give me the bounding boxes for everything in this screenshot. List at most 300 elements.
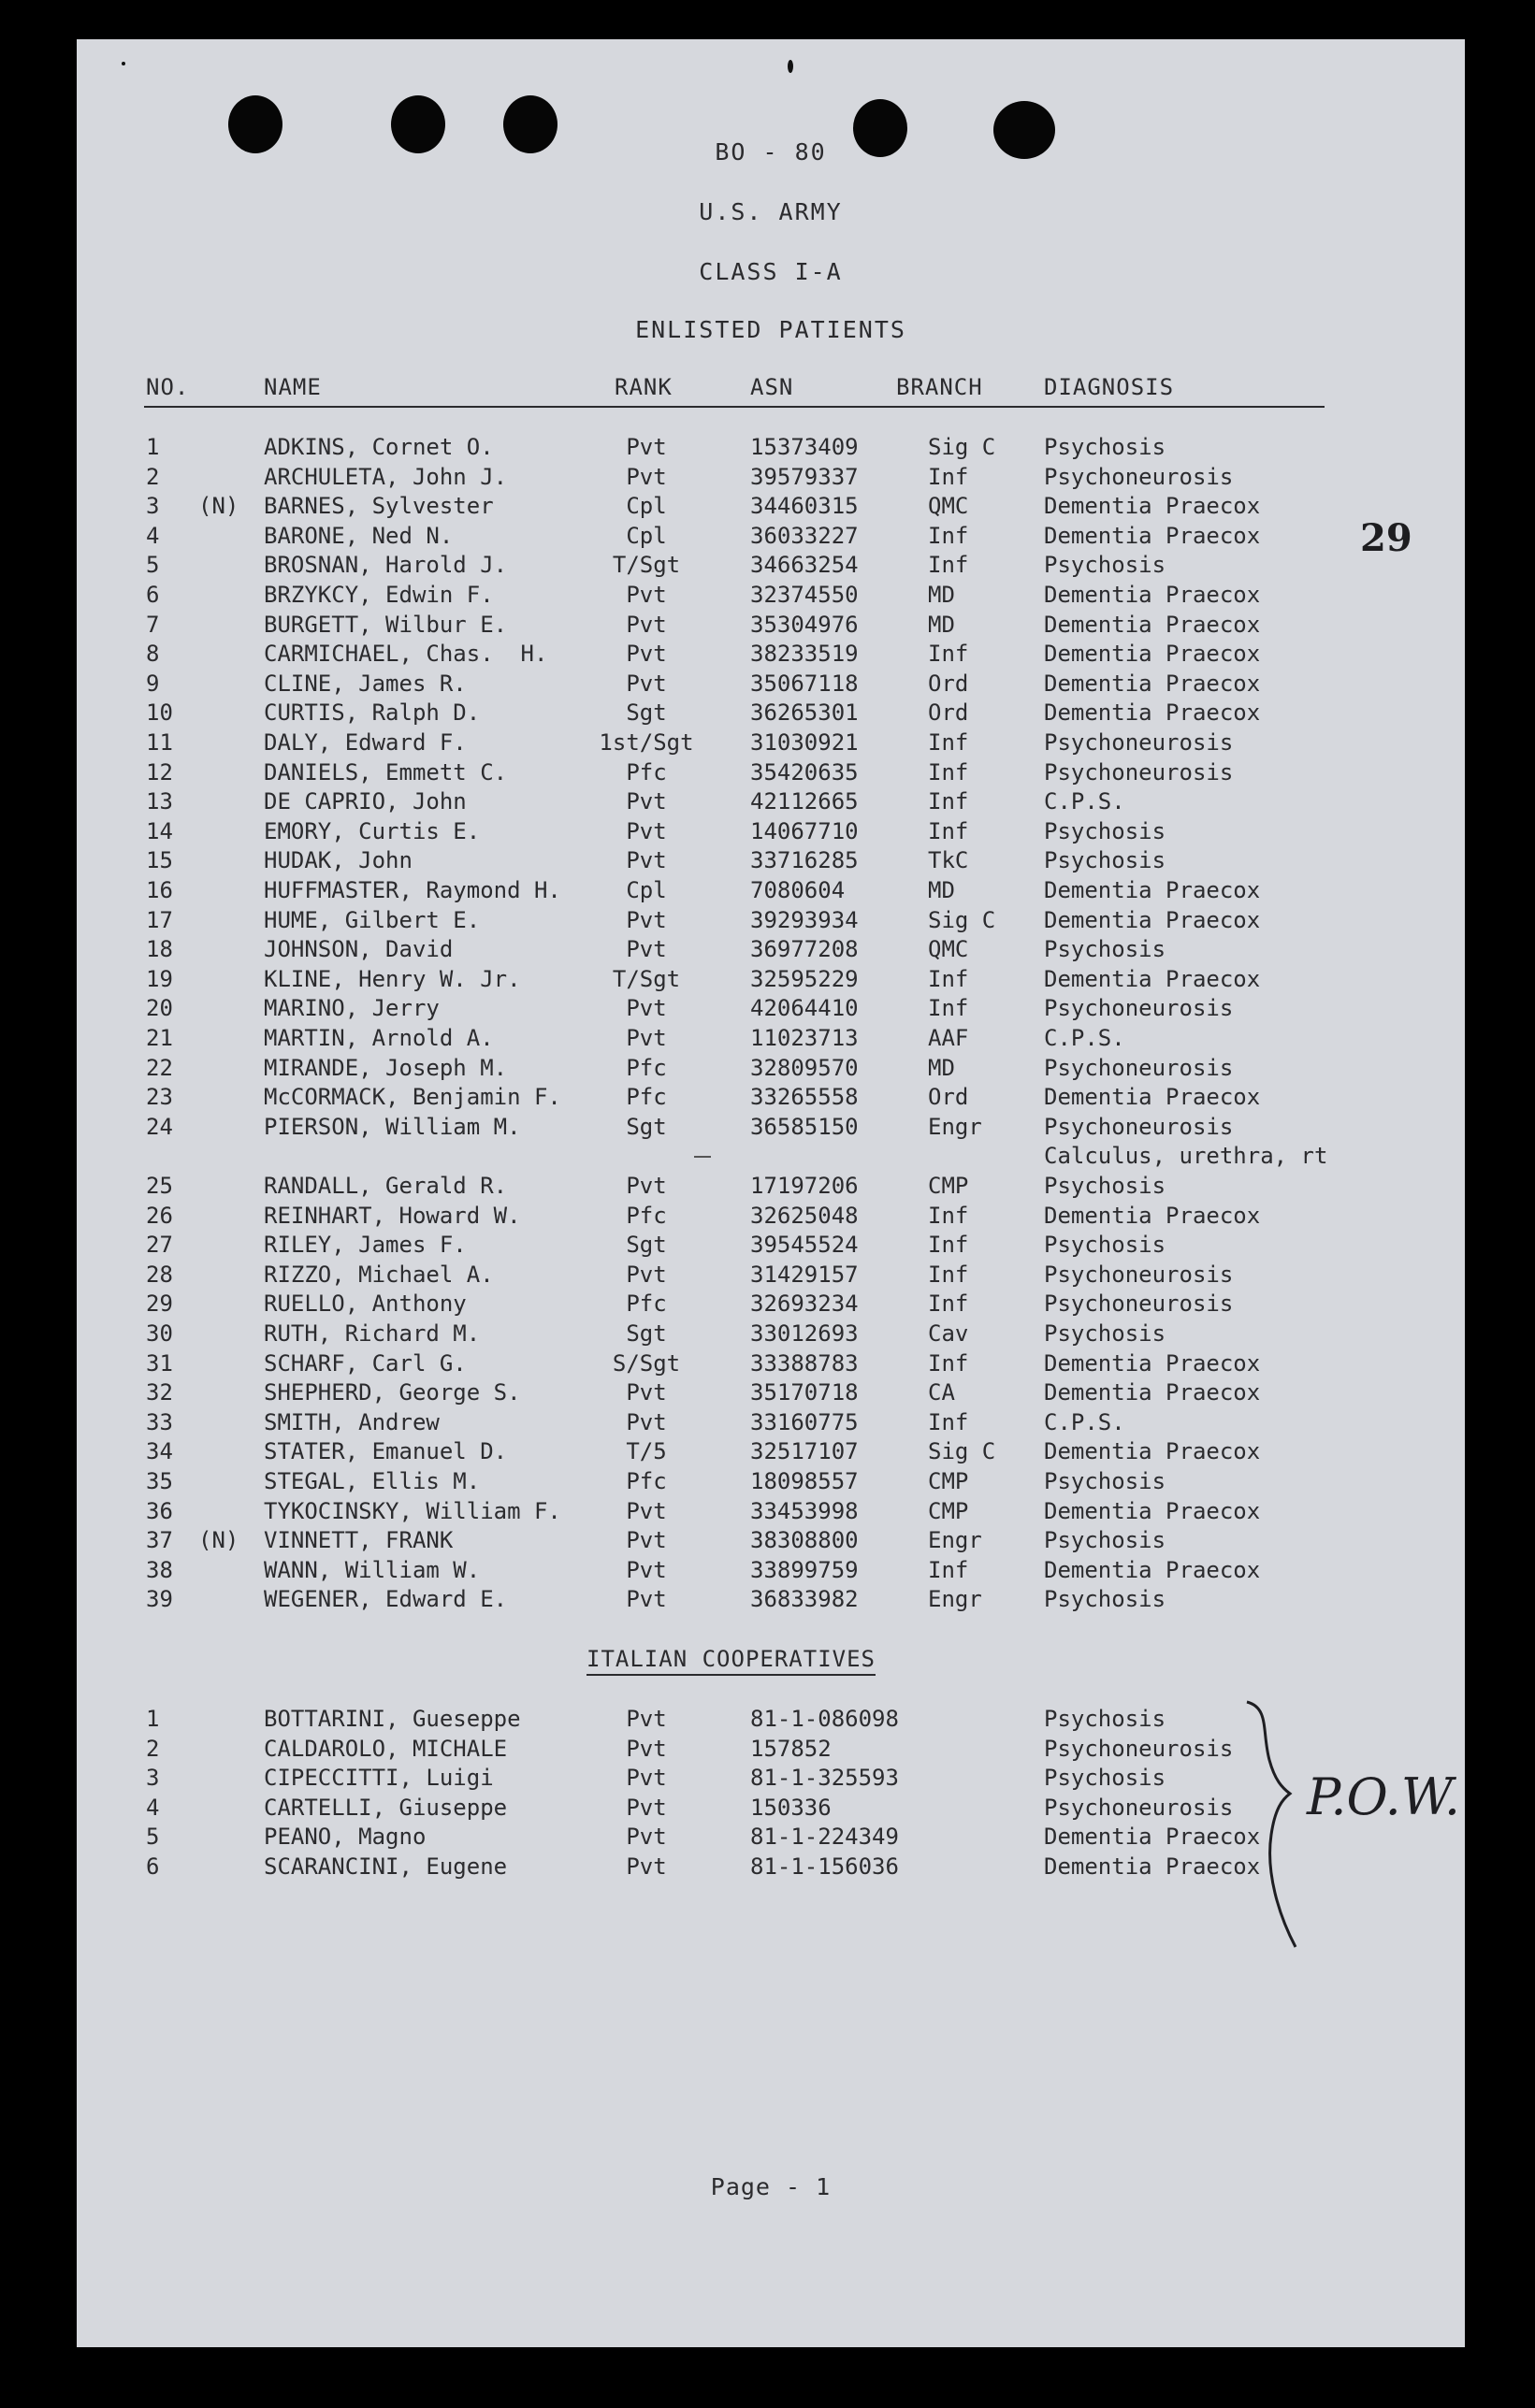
table-row (77, 1289, 1465, 1319)
patient-rank: Pfc (626, 1202, 667, 1229)
patient-diagnosis: Dementia Praecox (1044, 1556, 1261, 1583)
patient-diagnosis: Dementia Praecox (1044, 582, 1261, 608)
patient-branch: Engr (928, 1586, 982, 1613)
patient-name: JOHNSON, David (264, 936, 454, 963)
row-number: 4 (146, 522, 160, 549)
patient-asn: 42112665 (750, 788, 859, 815)
row-number: 29 (146, 1291, 173, 1318)
patient-rank: S/Sgt (612, 1349, 681, 1377)
table-row (77, 1348, 1465, 1378)
patient-branch: TkC (928, 847, 969, 874)
patient-diagnosis: Dementia Praecox (1044, 1349, 1261, 1377)
patient-branch: MD (928, 582, 955, 608)
patient-name: MARTIN, Arnold A. (264, 1025, 494, 1051)
patient-asn: 35067118 (750, 670, 859, 697)
patient-name: RANDALL, Gerald R. (264, 1173, 508, 1199)
patient-name: BARNES, Sylvester (264, 493, 494, 520)
patient-branch: CMP (928, 1173, 969, 1199)
patient-name: STEGAL, Ellis M. (264, 1468, 481, 1494)
row-number: 33 (146, 1408, 173, 1435)
cooperative-rank: Pvt (626, 1824, 667, 1851)
patient-rank: T/5 (626, 1438, 667, 1465)
patient-name: HUDAK, John (264, 847, 413, 874)
table-row (77, 845, 1465, 875)
patient-name: WEGENER, Edward E. (264, 1586, 508, 1613)
cooperative-name: CIPECCITTI, Luigi (264, 1765, 494, 1792)
patient-rank: 1st/Sgt (599, 729, 694, 756)
patient-rank: Pvt (626, 582, 667, 608)
row-number: 2 (146, 1735, 160, 1762)
patient-diagnosis: Psychoneurosis (1044, 995, 1234, 1022)
row-number: 10 (146, 699, 173, 727)
row-number: 32 (146, 1379, 173, 1406)
patient-branch: Ord (928, 699, 969, 727)
patient-asn: 33388783 (750, 1349, 859, 1377)
patient-branch: MD (928, 611, 955, 638)
cooperative-rank: Pvt (626, 1853, 667, 1880)
patient-name: MARINO, Jerry (264, 995, 440, 1022)
patient-rank: Pfc (626, 1291, 667, 1318)
patient-branch: Inf (928, 1232, 969, 1259)
row-number: 37 (146, 1527, 173, 1554)
patient-name: KLINE, Henry W. Jr. (264, 965, 521, 992)
patient-asn: 38233519 (750, 641, 859, 668)
patient-name: EMORY, Curtis E. (264, 817, 481, 844)
patient-name: REINHART, Howard W. (264, 1202, 521, 1229)
row-number: 1 (146, 1706, 160, 1732)
table-row (77, 1112, 1465, 1142)
class-title: CLASS I-A (699, 258, 843, 285)
patient-name: SMITH, Andrew (264, 1408, 440, 1435)
row-number: 7 (146, 611, 160, 638)
italian-section-title: ITALIAN COOPERATIVES (586, 1646, 876, 1676)
patient-diagnosis: Psychoneurosis (1044, 463, 1234, 490)
patient-diagnosis: Psychosis (1044, 1468, 1166, 1494)
table-row (77, 432, 1465, 462)
patient-diagnosis: Psychoneurosis (1044, 729, 1234, 756)
cooperative-name: PEANO, Magno (264, 1824, 427, 1851)
document-page (77, 39, 1465, 2347)
table-row (77, 639, 1465, 669)
table-row (77, 698, 1465, 728)
patient-rank: Pvt (626, 788, 667, 815)
patient-branch: MD (928, 1054, 955, 1081)
patient-diagnosis: Psychoneurosis (1044, 758, 1234, 786)
patient-asn: 17197206 (750, 1173, 859, 1199)
patient-name: RILEY, James F. (264, 1232, 467, 1259)
table-row (77, 462, 1465, 492)
patient-diagnosis: Psychosis (1044, 1527, 1166, 1554)
patient-diagnosis: Dementia Praecox (1044, 670, 1261, 697)
patient-rank: Pvt (626, 463, 667, 490)
patient-diagnosis: Psychoneurosis (1044, 1291, 1234, 1318)
patient-branch: AAF (928, 1025, 969, 1051)
patient-name: BROSNAN, Harold J. (264, 552, 508, 579)
patient-name: RUTH, Richard M. (264, 1320, 481, 1347)
patient-branch: QMC (928, 493, 969, 520)
patient-branch: Inf (928, 1291, 969, 1318)
patient-diagnosis: Psychoneurosis (1044, 1054, 1234, 1081)
patient-branch: Inf (928, 522, 969, 549)
table-row (77, 1584, 1465, 1614)
patient-branch: Ord (928, 1084, 969, 1111)
patient-asn: 31429157 (750, 1261, 859, 1288)
row-number: 24 (146, 1113, 173, 1140)
patient-diagnosis: Dementia Praecox (1044, 877, 1261, 903)
patient-asn: 33265558 (750, 1084, 859, 1111)
patient-name: ADKINS, Cornet O. (264, 434, 494, 460)
page-footer: Page - 1 (710, 2173, 832, 2200)
patient-rank: Pfc (626, 1084, 667, 1111)
patient-diagnosis: Dementia Praecox (1044, 641, 1261, 668)
patient-branch: Sig C (928, 1438, 996, 1465)
table-row (77, 1171, 1465, 1201)
patient-branch: Inf (928, 1556, 969, 1583)
patient-diagnosis: Psychosis (1044, 1232, 1166, 1259)
patient-branch: Inf (928, 788, 969, 815)
row-number: 39 (146, 1586, 173, 1613)
row-number: 5 (146, 1824, 160, 1851)
patient-branch: Inf (928, 552, 969, 579)
row-number: 2 (146, 463, 160, 490)
patient-diagnosis: Dementia Praecox (1044, 1202, 1261, 1229)
row-number: 20 (146, 995, 173, 1022)
patient-branch: Ord (928, 670, 969, 697)
patient-rank: Pvt (626, 936, 667, 963)
patient-diagnosis: Psychosis (1044, 434, 1166, 460)
patient-diagnosis: Dementia Praecox (1044, 522, 1261, 549)
patient-diagnosis: Psychosis (1044, 1320, 1166, 1347)
table-row (77, 521, 1465, 551)
patient-asn: 36265301 (750, 699, 859, 727)
row-number: 1 (146, 434, 160, 460)
handwritten-pow-note: P.O.W. (1307, 1767, 1461, 1826)
patient-asn: 34663254 (750, 552, 859, 579)
row-number: 11 (146, 729, 173, 756)
table-row (77, 934, 1465, 964)
patient-asn: 35304976 (750, 611, 859, 638)
patient-rank: Pvt (626, 1261, 667, 1288)
table-row (77, 1230, 1465, 1260)
cooperative-diagnosis: Psychoneurosis (1044, 1794, 1234, 1821)
table-row (77, 875, 1465, 905)
table-row (77, 1466, 1465, 1496)
patient-diagnosis: Dementia Praecox (1044, 611, 1261, 638)
patient-rank: Pvt (626, 1173, 667, 1199)
patient-rank: Pvt (626, 670, 667, 697)
cooperative-diagnosis: Psychosis (1044, 1765, 1166, 1792)
row-number: 31 (146, 1349, 173, 1377)
patient-branch: MD (928, 877, 955, 903)
cooperative-rank: Pvt (626, 1765, 667, 1792)
row-number: 14 (146, 817, 173, 844)
patient-diagnosis: Dementia Praecox (1044, 1438, 1261, 1465)
patient-name: MIRANDE, Joseph M. (264, 1054, 508, 1081)
patient-asn: 14067710 (750, 817, 859, 844)
cooperative-diagnosis: Psychoneurosis (1044, 1735, 1234, 1762)
patient-name: BURGETT, Wilbur E. (264, 611, 508, 638)
patient-name: McCORMACK, Benjamin F. (264, 1084, 561, 1111)
patient-asn: 36033227 (750, 522, 859, 549)
patient-name: RUELLO, Anthony (264, 1291, 467, 1318)
patient-branch: Engr (928, 1113, 982, 1140)
row-number: 30 (146, 1320, 173, 1347)
table-row (77, 964, 1465, 994)
column-header-diagnosis: DIAGNOSIS (1044, 374, 1175, 400)
row-number: 25 (146, 1173, 173, 1199)
patient-rank: Pvt (626, 817, 667, 844)
ink-speck (122, 62, 125, 65)
patient-rank: Pvt (626, 1586, 667, 1613)
patient-asn: 42064410 (750, 995, 859, 1022)
patient-name: CARMICHAEL, Chas. H. (264, 641, 548, 668)
patient-asn: 36833982 (750, 1586, 859, 1613)
patient-rank: Sgt (626, 1320, 667, 1347)
patient-asn: 33716285 (750, 847, 859, 874)
patient-rank: Sgt (626, 1113, 667, 1140)
patient-name: BARONE, Ned N. (264, 522, 454, 549)
patient-asn: 11023713 (750, 1025, 859, 1051)
patient-rank: Cpl (626, 522, 667, 549)
table-row (77, 1082, 1465, 1112)
row-number: 28 (146, 1261, 173, 1288)
table-row (77, 669, 1465, 699)
table-row (77, 550, 1465, 580)
patient-rank: Pfc (626, 758, 667, 786)
table-row (77, 491, 1465, 521)
cooperative-asn: 150336 (750, 1794, 832, 1821)
patient-asn: 31030921 (750, 729, 859, 756)
row-number: 27 (146, 1232, 173, 1259)
row-number: 19 (146, 965, 173, 992)
patient-asn: 32595229 (750, 965, 859, 992)
patient-name: HUME, Gilbert E. (264, 906, 481, 933)
patient-branch: CMP (928, 1497, 969, 1524)
table-row (77, 1053, 1465, 1083)
row-number: 13 (146, 788, 173, 815)
row-number: 17 (146, 906, 173, 933)
patient-asn: 32625048 (750, 1202, 859, 1229)
table-row (77, 757, 1465, 787)
cooperative-name: SCARANCINI, Eugene (264, 1853, 508, 1880)
patient-asn: 32693234 (750, 1291, 859, 1318)
patient-diagnosis: C.P.S. (1044, 788, 1125, 815)
patient-name: VINNETT, FRANK (264, 1527, 454, 1554)
patient-branch: Inf (928, 995, 969, 1022)
patient-asn: 36585150 (750, 1113, 859, 1140)
column-header-asn: ASN (750, 374, 794, 400)
patient-name: RIZZO, Michael A. (264, 1261, 494, 1288)
row-number: 34 (146, 1438, 173, 1465)
table-row (77, 905, 1465, 935)
row-number: 12 (146, 758, 173, 786)
patient-branch: CMP (928, 1468, 969, 1494)
patient-branch: Inf (928, 965, 969, 992)
patient-branch: Sig C (928, 906, 996, 933)
patient-rank: Pvt (626, 906, 667, 933)
cooperative-asn: 157852 (750, 1735, 832, 1762)
patient-name: SHEPHERD, George S. (264, 1379, 521, 1406)
row-number: 23 (146, 1084, 173, 1111)
patient-rank: Pvt (626, 1556, 667, 1583)
cooperative-asn: 81-1-156036 (750, 1853, 899, 1880)
patient-branch: Inf (928, 1349, 969, 1377)
patient-rank: Pvt (626, 434, 667, 460)
table-row (77, 1496, 1465, 1526)
row-number: 36 (146, 1497, 173, 1524)
patient-asn: 39579337 (750, 463, 859, 490)
patient-diagnosis: Dementia Praecox (1044, 493, 1261, 520)
patient-diagnosis: Dementia Praecox (1044, 906, 1261, 933)
patient-asn: 35420635 (750, 758, 859, 786)
patient-asn: 15373409 (750, 434, 859, 460)
table-row (77, 728, 1465, 757)
patient-rank: Pvt (626, 611, 667, 638)
cooperative-diagnosis: Dementia Praecox (1044, 1824, 1261, 1851)
patient-diagnosis: Psychosis (1044, 817, 1166, 844)
patient-diagnosis: Psychosis (1044, 552, 1166, 579)
patient-name: STATER, Emanuel D. (264, 1438, 508, 1465)
row-number: 4 (146, 1794, 160, 1821)
patient-asn: 36977208 (750, 936, 859, 963)
patient-name: SCHARF, Carl G. (264, 1349, 467, 1377)
patient-rank: Pvt (626, 641, 667, 668)
patient-name: DALY, Edward F. (264, 729, 467, 756)
patient-asn: 7080604 (750, 877, 846, 903)
header-rule (144, 406, 1325, 408)
patient-asn: 33899759 (750, 1556, 859, 1583)
cooperative-asn: 81-1-086098 (750, 1706, 899, 1732)
patient-branch: Inf (928, 817, 969, 844)
patient-diagnosis: Dementia Praecox (1044, 699, 1261, 727)
cooperative-diagnosis: Psychosis (1044, 1706, 1166, 1732)
patient-rank: Cpl (626, 493, 667, 520)
patient-asn: 39545524 (750, 1232, 859, 1259)
table-row (77, 1407, 1465, 1437)
organization-title: U.S. ARMY (699, 198, 843, 225)
ink-speck (788, 60, 793, 73)
patient-branch: Inf (928, 1261, 969, 1288)
cooperative-asn: 81-1-224349 (750, 1824, 899, 1851)
patient-diagnosis: Psychosis (1044, 1173, 1166, 1199)
table-row (77, 580, 1465, 610)
patient-branch: Inf (928, 1202, 969, 1229)
patient-branch: Inf (928, 758, 969, 786)
patient-rank: Pvt (626, 1025, 667, 1051)
group-title: ENLISTED PATIENTS (635, 316, 906, 343)
patient-rank: Sgt (626, 699, 667, 727)
patient-name: CURTIS, Ralph D. (264, 699, 481, 727)
row-marker: (N) (198, 493, 239, 520)
column-header-rank: RANK (615, 374, 673, 400)
row-number: 8 (146, 641, 160, 668)
handwritten-brace-pow (1241, 1694, 1461, 1956)
patient-branch: CA (928, 1379, 955, 1406)
column-header-branch: BRANCH (896, 374, 983, 400)
patient-diagnosis: Psychosis (1044, 1586, 1166, 1613)
patient-asn: 35170718 (750, 1379, 859, 1406)
patient-diagnosis: Psychoneurosis (1044, 1261, 1234, 1288)
patient-rank: Pvt (626, 1527, 667, 1554)
patient-rank: Sgt (626, 1232, 667, 1259)
table-row (77, 1555, 1465, 1585)
patient-asn: 33012693 (750, 1320, 859, 1347)
patient-rank: T/Sgt (612, 552, 681, 579)
patient-diagnosis: Calculus, urethra, rt (1044, 1143, 1328, 1170)
patient-diagnosis: C.P.S. (1044, 1408, 1125, 1435)
dash-mark (694, 1156, 711, 1158)
patient-diagnosis: Dementia Praecox (1044, 1379, 1261, 1406)
table-row (77, 993, 1465, 1023)
patient-branch: Inf (928, 1408, 969, 1435)
table-row (77, 1525, 1465, 1555)
patient-branch: QMC (928, 936, 969, 963)
row-number: 38 (146, 1556, 173, 1583)
patient-name: BRZYKCY, Edwin F. (264, 582, 494, 608)
patient-rank: Pvt (626, 847, 667, 874)
patient-diagnosis: Psychoneurosis (1044, 1113, 1234, 1140)
row-marker: (N) (198, 1527, 239, 1554)
table-row (77, 1436, 1465, 1466)
row-number: 18 (146, 936, 173, 963)
table-row (77, 1023, 1465, 1053)
cooperative-rank: Pvt (626, 1794, 667, 1821)
patient-asn: 32809570 (750, 1054, 859, 1081)
patient-diagnosis: Dementia Praecox (1044, 965, 1261, 992)
cooperative-rank: Pvt (626, 1706, 667, 1732)
row-number: 16 (146, 877, 173, 903)
patient-rank: Pvt (626, 995, 667, 1022)
patient-asn: 33160775 (750, 1408, 859, 1435)
patient-asn: 33453998 (750, 1497, 859, 1524)
patient-name: WANN, William W. (264, 1556, 481, 1583)
column-header-no: NO. (146, 374, 190, 400)
patient-name: CLINE, James R. (264, 670, 467, 697)
patient-branch: Inf (928, 641, 969, 668)
cooperative-asn: 81-1-325593 (750, 1765, 899, 1792)
table-row (77, 1260, 1465, 1290)
row-number: 5 (146, 552, 160, 579)
table-row (77, 1377, 1465, 1407)
row-number: 15 (146, 847, 173, 874)
row-number: 3 (146, 493, 160, 520)
patient-rank: Pvt (626, 1379, 667, 1406)
patient-rank: T/Sgt (612, 965, 681, 992)
cooperative-name: BOTTARINI, Gueseppe (264, 1706, 521, 1732)
patient-diagnosis: Psychosis (1044, 847, 1166, 874)
cooperative-rank: Pvt (626, 1735, 667, 1762)
patient-rank: Pvt (626, 1408, 667, 1435)
row-number: 6 (146, 582, 160, 608)
table-row (77, 786, 1465, 816)
patient-asn: 39293934 (750, 906, 859, 933)
patient-asn: 34460315 (750, 493, 859, 520)
cooperative-name: CALDAROLO, MICHALE (264, 1735, 508, 1762)
table-row (77, 816, 1465, 846)
row-number: 26 (146, 1202, 173, 1229)
row-number: 3 (146, 1765, 160, 1792)
table-row (77, 610, 1465, 640)
patient-rank: Cpl (626, 877, 667, 903)
patient-name: HUFFMASTER, Raymond H. (264, 877, 561, 903)
row-number: 9 (146, 670, 160, 697)
cooperative-diagnosis: Dementia Praecox (1044, 1853, 1261, 1880)
patient-rank: Pfc (626, 1054, 667, 1081)
patient-name: ARCHULETA, John J. (264, 463, 508, 490)
row-number: 21 (146, 1025, 173, 1051)
patient-branch: Cav (928, 1320, 969, 1347)
row-number: 6 (146, 1853, 160, 1880)
